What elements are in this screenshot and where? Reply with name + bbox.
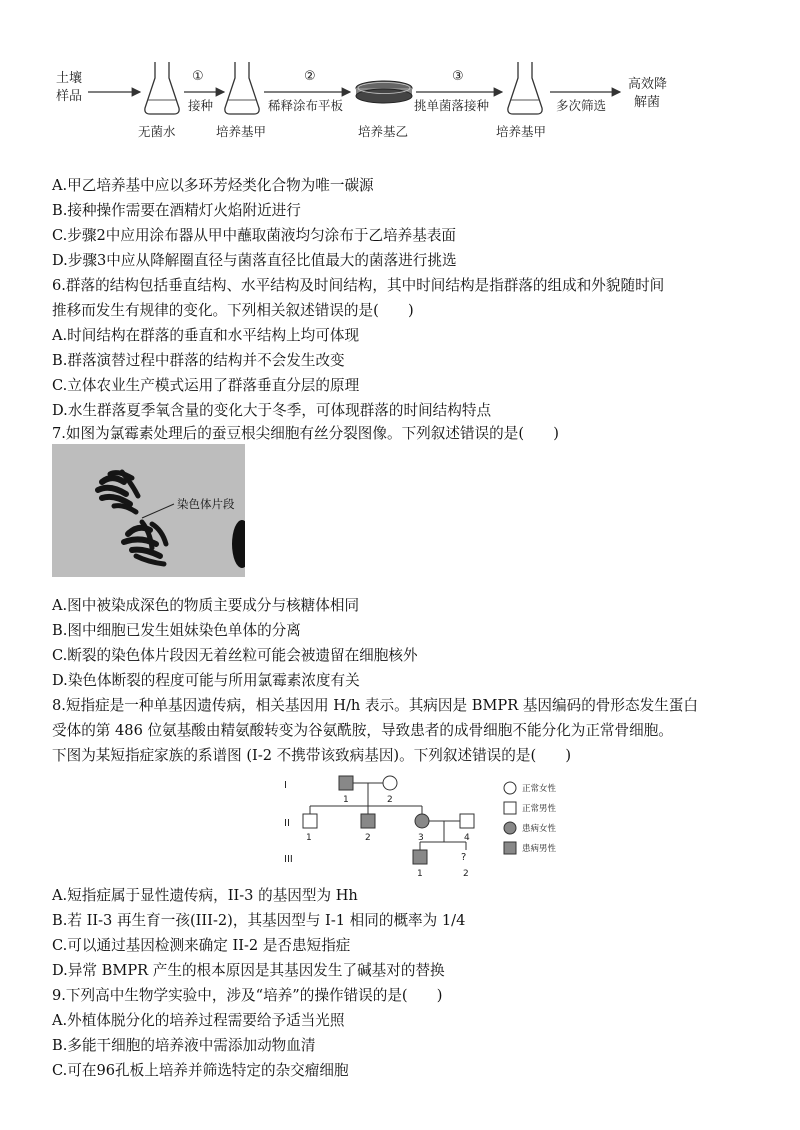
q6-option-b: B.群落演替过程中群落的结构并不会发生改变 xyxy=(52,352,345,369)
q6-option-d: D.水生群落夏季氧含量的变化大于冬季，可体现群落的时间结构特点 xyxy=(52,402,492,419)
flowchart-svg xyxy=(52,52,752,160)
flask3-label: 培养基甲 xyxy=(496,124,547,139)
plate-label: 培养基乙 xyxy=(358,124,409,139)
label-II-4: 4 xyxy=(464,833,470,843)
unknown-mark: ? xyxy=(461,852,467,863)
individual-I-2 xyxy=(383,776,397,790)
step2-num: ② xyxy=(304,69,316,84)
q8-stem-line2: 受体的第 486 位氨基酸由精氨酸转变为谷氨酰胺，导致患者的成骨细胞不能分化为正常骨细胞。 xyxy=(52,722,673,739)
q6-option-c: C.立体农业生产模式运用了群落垂直分层的原理 xyxy=(52,377,360,394)
flask-icon xyxy=(145,62,179,114)
result-label-1: 高效降 xyxy=(628,77,668,92)
gen-label-III: III xyxy=(284,854,293,865)
step2-label: 稀释涂布平板 xyxy=(268,98,344,113)
step3-label: 挑单菌落接种 xyxy=(414,98,490,113)
source-label-1: 土壤 xyxy=(56,71,83,86)
legend-normal-female-icon xyxy=(504,782,516,794)
individual-II-1 xyxy=(303,814,317,828)
result-label-2: 解菌 xyxy=(634,95,661,110)
q6-stem-line2: 推移而发生有规律的变化。下列相关叙述错误的是( ) xyxy=(52,302,414,319)
label-II-2: 2 xyxy=(365,833,371,843)
flask1-label: 无菌水 xyxy=(138,124,176,139)
individual-III-1 xyxy=(413,850,427,864)
label-III-2: 2 xyxy=(463,869,469,879)
label-II-3: 3 xyxy=(418,833,424,843)
step4-label: 多次筛选 xyxy=(556,98,607,113)
q8-stem-line1: 8.短指症是一种单基因遗传病，相关基因用 H/h 表示。其病因是 BMPR 基因编码的骨形态发生蛋白 xyxy=(52,697,698,714)
label-III-1: 1 xyxy=(417,869,423,879)
legend-normal-female: 正常女性 xyxy=(522,784,557,794)
individual-II-2 xyxy=(361,814,375,828)
q8-stem-line3: 下图为某短指症家族的系谱图 (I-2 不携带该致病基因)。下列叙述错误的是( ) xyxy=(52,747,572,764)
legend-affected-male: 患病男性 xyxy=(522,844,557,854)
q9-option-a: A.外植体脱分化的培养过程需要给予适当光照 xyxy=(52,1012,345,1029)
step3-num: ③ xyxy=(452,69,464,84)
q7-option-b: B.图中细胞已发生姐妹染色单体的分离 xyxy=(52,622,301,639)
step1-num: ① xyxy=(192,69,204,84)
q8-option-c: C.可以通过基因检测来确定 II-2 是否患短指症 xyxy=(52,937,351,954)
source-label-2: 样品 xyxy=(56,89,83,104)
flask-icon xyxy=(508,62,542,114)
legend-normal-male: 正常男性 xyxy=(522,804,557,814)
q9-option-b: B.多能干细胞的培养液中需添加动物血清 xyxy=(52,1037,316,1054)
legend-affected-female-icon xyxy=(504,822,516,834)
q5-option-a: A.甲乙培养基中应以多环芳烃类化合物为唯一碳源 xyxy=(52,177,374,194)
legend-normal-male-icon xyxy=(504,802,516,814)
label-I-2: 2 xyxy=(387,795,393,805)
q5-option-b: B.接种操作需要在酒精灯火焰附近进行 xyxy=(52,202,301,219)
label-I-1: 1 xyxy=(343,795,349,805)
q5-option-d: D.步骤3中应从降解圈直径与菌落直径比值最大的菌落进行挑选 xyxy=(52,252,457,269)
q8-option-d: D.异常 BMPR 产生的根本原因是其基因发生了碱基对的替换 xyxy=(52,962,445,979)
q6-stem-line1: 6.群落的结构包括垂直结构、水平结构及时间结构，其中时间结构是指群落的组成和外貌随时间 xyxy=(52,277,665,294)
gen-label-II: II xyxy=(284,818,290,829)
legend-affected-female: 患病女性 xyxy=(522,824,557,834)
photo-label: 染色体片段 xyxy=(177,497,235,511)
flask-icon xyxy=(225,62,259,114)
flask2-label: 培养基甲 xyxy=(216,124,267,139)
q7-option-d: D.染色体断裂的程度可能与所用氯霉素浓度有关 xyxy=(52,672,360,689)
individual-II-3 xyxy=(415,814,429,828)
label-II-1: 1 xyxy=(306,833,312,843)
individual-II-4 xyxy=(460,814,474,828)
q5-option-c: C.步骤2中应用涂布器从甲中蘸取菌液均匀涂布于乙培养基表面 xyxy=(52,227,457,244)
pedigree-svg xyxy=(280,770,600,882)
micrograph-image xyxy=(52,444,245,577)
flowchart-diagram xyxy=(52,52,752,160)
q6-option-a: A.时间结构在群落的垂直和水平结构上均可体现 xyxy=(52,327,360,344)
q7-option-c: C.断裂的染色体片段因无着丝粒可能会被遗留在细胞核外 xyxy=(52,647,418,664)
q8-option-a: A.短指症属于显性遗传病，II-3 的基因型为 Hh xyxy=(52,887,358,904)
gen-label-I: I xyxy=(284,780,287,791)
pedigree-chart xyxy=(280,770,600,882)
step1-label: 接种 xyxy=(188,98,214,113)
q9-stem: 9.下列高中生物学实验中，涉及“培养”的操作错误的是( ) xyxy=(52,987,443,1004)
q8-option-b: B.若 II-3 再生育一孩(III-2)，其基因型与 I-1 相同的概率为 1/4 xyxy=(52,912,466,929)
q9-option-c: C.可在96孔板上培养并筛选特定的杂交瘤细胞 xyxy=(52,1062,349,1079)
q7-stem: 7.如图为氯霉素处理后的蚕豆根尖细胞有丝分裂图像。下列叙述错误的是( ) xyxy=(52,425,559,442)
legend-affected-male-icon xyxy=(504,842,516,854)
individual-I-1 xyxy=(339,776,353,790)
q7-option-a: A.图中被染成深色的物质主要成分与核糖体相同 xyxy=(52,597,360,614)
petri-dish-icon xyxy=(356,81,412,103)
